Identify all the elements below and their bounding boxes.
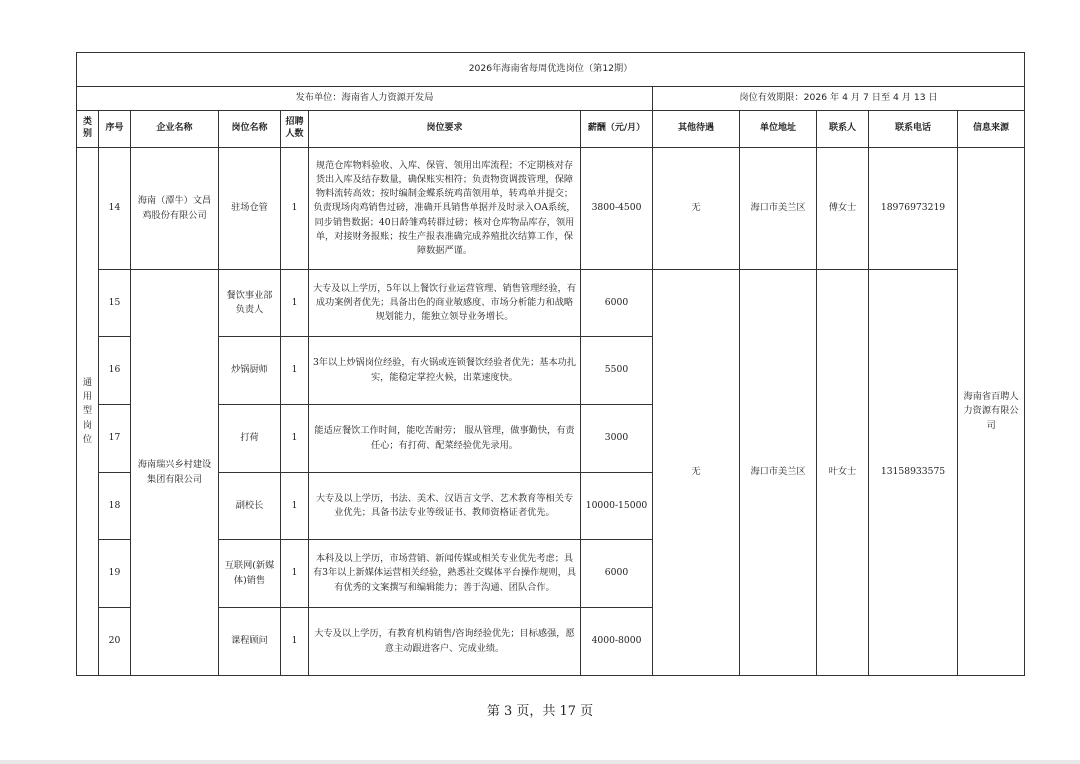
phone-cell: 18976973219 xyxy=(869,148,958,270)
publisher-text: 发布单位：海南省人力资源开发局 xyxy=(77,87,653,111)
position-cell: 驻场仓管 xyxy=(219,148,281,270)
position-cell: 副校长 xyxy=(219,473,281,540)
header-phone: 联系电话 xyxy=(869,111,958,148)
job-table xyxy=(76,52,1025,676)
seq-cell: 16 xyxy=(99,337,131,405)
salary-cell: 5500 xyxy=(581,337,653,405)
contact-cell: 叶女士 xyxy=(817,270,869,676)
address-cell: 海口市美兰区 xyxy=(740,148,817,270)
salary-cell: 10000-15000 xyxy=(581,473,653,540)
validity-period: 岗位有效期限：2026 年 4 月 7 日至 4 月 13 日 xyxy=(653,87,1025,111)
header-address: 单位地址 xyxy=(740,111,817,148)
count-cell: 1 xyxy=(281,337,309,405)
seq-cell: 15 xyxy=(99,270,131,337)
header-seq: 序号 xyxy=(99,111,131,148)
header-requirements: 岗位要求 xyxy=(309,111,581,148)
contact-cell: 傅女士 xyxy=(817,148,869,270)
position-cell: 课程顾问 xyxy=(219,608,281,676)
header-source: 信息来源 xyxy=(958,111,1025,148)
count-cell: 1 xyxy=(281,148,309,270)
address-cell: 海口市美兰区 xyxy=(740,270,817,676)
phone-cell: 13158933575 xyxy=(869,270,958,676)
requirements-cell: 本科及以上学历，市场营销、新闻传媒或相关专业优先考虑；具有3年以上新媒体运营相关经验，熟悉社交媒体平台操作规则，具有优秀的文案撰写和编辑能力；善于沟通、团队合作。 xyxy=(309,540,581,608)
header-row xyxy=(77,111,1025,148)
seq-cell: 17 xyxy=(99,405,131,473)
benefits-cell: 无 xyxy=(653,270,740,676)
seq-cell: 18 xyxy=(99,473,131,540)
count-cell: 1 xyxy=(281,405,309,473)
salary-cell: 6000 xyxy=(581,270,653,337)
count-cell: 1 xyxy=(281,540,309,608)
count-cell: 1 xyxy=(281,608,309,676)
requirements-cell: 规范仓库物料验收、入库、保管、领用出库流程；不定期核对存货出入库及结存数量，确保账实相符；负责物资调拨管理，保障物料流转高效；按时编制金蝶系统鸡苗领用单，转鸡单并提交；负责现场肉鸡销售过磅，准确开具销售单据并及时录入OA系统，同步销售数据；40日龄雏鸡转群过磅；核对仓库物品库存，领用单，对接财务报账；按生产报表准确完成养殖批次结算工作，保障数据严谨。 xyxy=(309,148,581,270)
page-number: 第 3 页，共 17 页 xyxy=(486,704,594,719)
header-salary: 薪酬（元/月） xyxy=(581,111,653,148)
seq-cell: 14 xyxy=(99,148,131,270)
header-category: 类别 xyxy=(77,111,99,148)
company-cell: 海南瑞兴乡村建设集团有限公司 xyxy=(131,270,219,676)
position-cell: 互联网(新媒体)销售 xyxy=(219,540,281,608)
header-contact: 联系人 xyxy=(817,111,869,148)
seq-cell: 20 xyxy=(99,608,131,676)
requirements-cell: 能适应餐饮工作时间，能吃苦耐劳； 服从管理，做事勤快，有责任心；有打荷、配菜经验优先录用。 xyxy=(309,405,581,473)
position-cell: 炒锅厨师 xyxy=(219,337,281,405)
table-row xyxy=(77,270,1025,337)
page-bottom-edge xyxy=(0,760,1080,764)
position-cell: 打荷 xyxy=(219,405,281,473)
salary-cell: 3000 xyxy=(581,405,653,473)
salary-cell: 3800-4500 xyxy=(581,148,653,270)
salary-cell: 4000-8000 xyxy=(581,608,653,676)
header-company: 企业名称 xyxy=(131,111,219,148)
requirements-cell: 3年以上炒锅岗位经验，有火锅或连锁餐饮经验者优先；基本功扎实，能稳定掌控火候，出菜速度快。 xyxy=(309,337,581,405)
salary-cell: 6000 xyxy=(581,540,653,608)
source-cell: 海南省百聘人力资源有限公司 xyxy=(958,148,1025,676)
benefits-cell: 无 xyxy=(653,148,740,270)
requirements-cell: 大专及以上学历，书法、美术、汉语言文学、艺术教育等相关专业优先；具备书法专业等级证书、教师资格证者优先。 xyxy=(309,473,581,540)
document-title: 2026年海南省每周优选岗位（第12期） xyxy=(77,53,1025,87)
header-count: 招聘人数 xyxy=(281,111,309,148)
requirements-cell: 大专及以上学历，有教育机构销售/咨询经验优先；目标感强，愿意主动跟进客户、完成业绩。 xyxy=(309,608,581,676)
requirements-cell: 大专及以上学历，5年以上餐饮行业运营管理、销售管理经验，有成功案例者优先；具备出色的商业敏感度、市场分析能力和战略规划能力，能独立领导业务增长。 xyxy=(309,270,581,337)
count-cell: 1 xyxy=(281,473,309,540)
seq-cell: 19 xyxy=(99,540,131,608)
category-cell: 通用型岗位 xyxy=(77,148,99,676)
header-position: 岗位名称 xyxy=(219,111,281,148)
header-benefits: 其他待遇 xyxy=(653,111,740,148)
position-cell: 餐饮事业部负责人 xyxy=(219,270,281,337)
company-cell: 海南（潭牛）文昌鸡股份有限公司 xyxy=(131,148,219,270)
table-row xyxy=(77,148,1025,270)
count-cell: 1 xyxy=(281,270,309,337)
